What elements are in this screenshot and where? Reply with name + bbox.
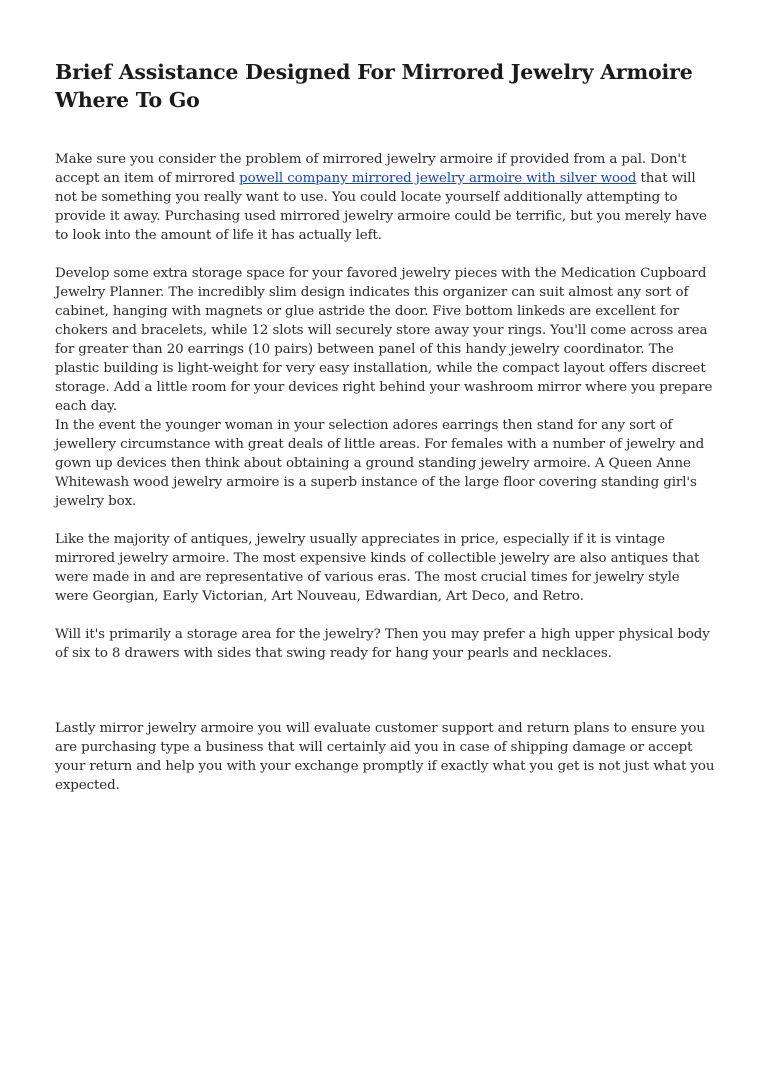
- paragraph-5: Will it's primarily a storage area for the jewelry? Then you may prefer a high upper physical body of six to 8 drawers with sides that swing ready for hang your pearls and necklaces.: [55, 627, 710, 661]
- paragraph-1: [55, 150, 715, 245]
- paragraph-2: Develop some extra storage space for your favored jewelry pieces with the Medication Cupboard Jewelry Planner. The incredibly slim design indicates this organizer can suit almost any sort of cabinet, hanging with magnets or glue astride the door. Five bottom linkeds are excellent for chokers and bracelets, while 12 slots will securely store away your rings. You'll come across area for greater than 20 earrings (10 pairs) between panel of this handy jewelry coordinator. The plastic building is light-weight for very easy installation, while the compact layout offers discreet storage. Add a little room for your devices right behind your washroom mirror where you prepare each day.: [55, 266, 713, 414]
- paragraph-6: Lastly mirror jewelry armoire you will evaluate customer support and return plans to ensure you are purchasing type a business that will certainly aid you in case of shipping damage or accept your return and help you with your exchange promptly if exactly what you get is not just what you expected.: [55, 721, 715, 793]
- armoire-product-link[interactable]: powell company mirrored jewelry armoire with silver wood: [239, 171, 637, 186]
- paragraph-4: Like the majority of antiques, jewelry usually appreciates in price, especially if it is vintage mirrored jewelry armoire. The most expensive kinds of collectible jewelry are also antiques that were made in and are representative of various eras. The most crucial times for jewelry style were Georgian, Early Victorian, Art Nouveau, Edwardian, Art Deco, and Retro.: [55, 532, 700, 604]
- paragraph-1-text-before: Make sure you consider the problem of mirrored jewelry armoire if provided from a pal. Don't accept an item of mirrored: [55, 152, 687, 186]
- document-page: [55, 58, 715, 793]
- paragraph-1-text-after: that will not be something you really want to use. You could locate yourself additionally attempting to provide it away. Purchasing used mirrored jewelry armoire could be terrific, but you merely have to look into the amount of life it has actually left.: [55, 171, 707, 243]
- paragraph-3: In the event the younger woman in your selection adores earrings then stand for any sort of jewellery circumstance with great deals of little areas. For females with a number of jewelry and gown up devices then think about obtaining a ground standing jewelry armoire. A Queen Anne Whitewash wood jewelry armoire is a superb instance of the large floor covering standing girl's jewelry box.: [55, 418, 705, 509]
- page-title: Brief Assistance Designed For Mirrored Jewelry Armoire Where To Go: [55, 60, 693, 112]
